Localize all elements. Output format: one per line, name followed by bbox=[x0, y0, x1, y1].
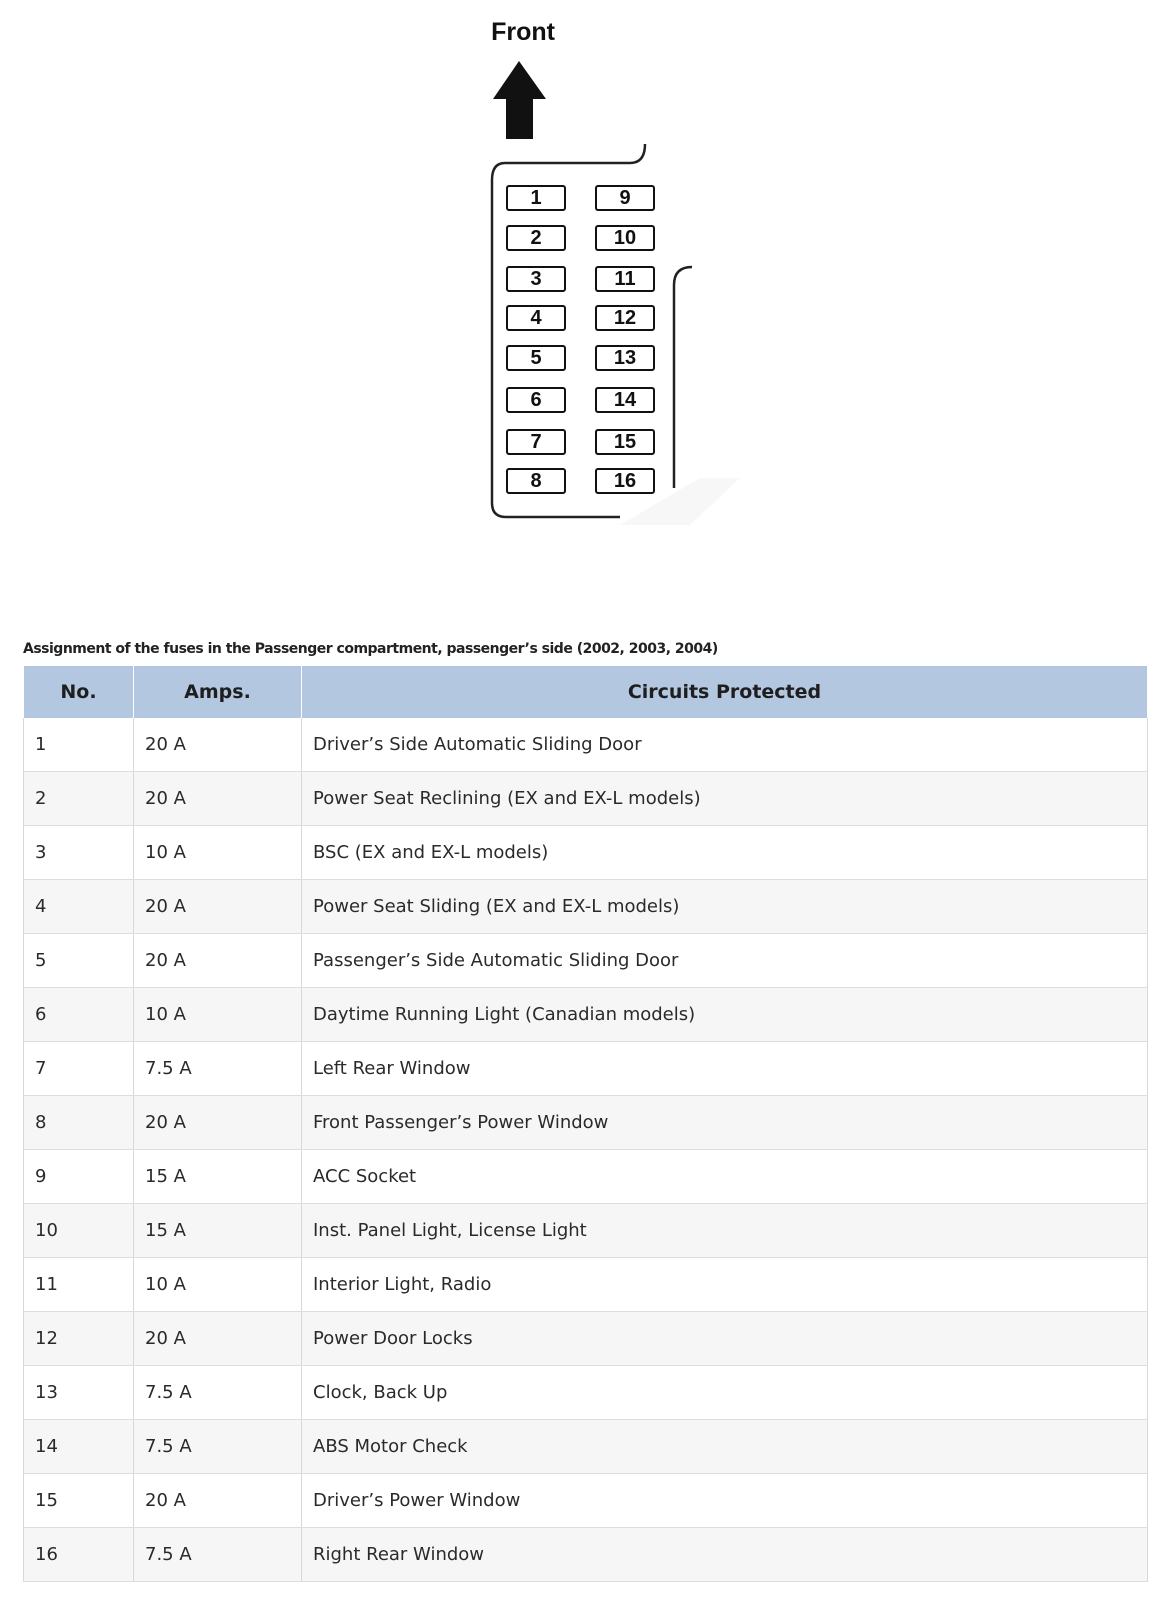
header-no: No. bbox=[24, 666, 134, 718]
table-row bbox=[24, 718, 1148, 772]
cell-no: 12 bbox=[24, 1312, 134, 1366]
fuse-slot-9: 9 bbox=[595, 185, 655, 211]
cell-circuit: ACC Socket bbox=[302, 1150, 1148, 1204]
cell-circuit: ABS Motor Check bbox=[302, 1420, 1148, 1474]
fuse-box-diagram bbox=[0, 0, 1167, 560]
header-circuits: Circuits Protected bbox=[302, 666, 1148, 718]
table-row bbox=[24, 1042, 1148, 1096]
cell-no: 15 bbox=[24, 1474, 134, 1528]
cell-amps: 20 A bbox=[134, 1096, 302, 1150]
cell-no: 6 bbox=[24, 988, 134, 1042]
cell-no: 14 bbox=[24, 1420, 134, 1474]
cell-amps: 10 A bbox=[134, 988, 302, 1042]
table-row bbox=[24, 1258, 1148, 1312]
fuse-slot-7: 7 bbox=[506, 429, 566, 455]
table-row bbox=[24, 1474, 1148, 1528]
table-row bbox=[24, 1420, 1148, 1474]
table-header-row bbox=[24, 666, 1148, 718]
cell-amps: 20 A bbox=[134, 880, 302, 934]
cell-no: 13 bbox=[24, 1366, 134, 1420]
cell-circuit: BSC (EX and EX-L models) bbox=[302, 826, 1148, 880]
fuse-slot-1: 1 bbox=[506, 185, 566, 211]
cell-circuit: Power Door Locks bbox=[302, 1312, 1148, 1366]
right-bracket bbox=[674, 267, 692, 488]
table-row bbox=[24, 826, 1148, 880]
cell-circuit: Daytime Running Light (Canadian models) bbox=[302, 988, 1148, 1042]
cell-circuit: Left Rear Window bbox=[302, 1042, 1148, 1096]
fuse-slot-3: 3 bbox=[506, 266, 566, 292]
cell-no: 10 bbox=[24, 1204, 134, 1258]
cell-circuit: Driver’s Side Automatic Sliding Door bbox=[302, 718, 1148, 772]
cell-no: 4 bbox=[24, 880, 134, 934]
cell-amps: 10 A bbox=[134, 1258, 302, 1312]
cell-circuit: Right Rear Window bbox=[302, 1528, 1148, 1582]
cell-amps: 7.5 A bbox=[134, 1420, 302, 1474]
cell-circuit: Passenger’s Side Automatic Sliding Door bbox=[302, 934, 1148, 988]
fuse-slot-15: 15 bbox=[595, 429, 655, 455]
cell-no: 16 bbox=[24, 1528, 134, 1582]
fuse-slot-14: 14 bbox=[595, 387, 655, 413]
cell-amps: 7.5 A bbox=[134, 1366, 302, 1420]
table-caption: Assignment of the fuses in the Passenger compartment, passenger’s side (2002, 2003, 2004) bbox=[23, 641, 718, 657]
fuse-slot-16: 16 bbox=[595, 468, 655, 494]
cell-circuit: Driver’s Power Window bbox=[302, 1474, 1148, 1528]
fuse-slot-2: 2 bbox=[506, 225, 566, 251]
table-row bbox=[24, 1096, 1148, 1150]
cell-amps: 20 A bbox=[134, 1312, 302, 1366]
fuse-assignment-table bbox=[23, 666, 1148, 1582]
cell-amps: 20 A bbox=[134, 1474, 302, 1528]
cell-no: 1 bbox=[24, 718, 134, 772]
table-row bbox=[24, 1150, 1148, 1204]
fuse-slot-11: 11 bbox=[595, 266, 655, 292]
table-row bbox=[24, 934, 1148, 988]
header-amps: Amps. bbox=[134, 666, 302, 718]
table-row bbox=[24, 1312, 1148, 1366]
cell-amps: 20 A bbox=[134, 718, 302, 772]
table-body bbox=[24, 718, 1148, 1582]
cell-amps: 20 A bbox=[134, 772, 302, 826]
table-row bbox=[24, 1528, 1148, 1582]
cell-circuit: Clock, Back Up bbox=[302, 1366, 1148, 1420]
cell-amps: 7.5 A bbox=[134, 1528, 302, 1582]
cell-no: 2 bbox=[24, 772, 134, 826]
cell-no: 11 bbox=[24, 1258, 134, 1312]
table-row bbox=[24, 880, 1148, 934]
cell-amps: 15 A bbox=[134, 1204, 302, 1258]
cell-circuit: Inst. Panel Light, License Light bbox=[302, 1204, 1148, 1258]
cell-circuit: Power Seat Reclining (EX and EX-L models) bbox=[302, 772, 1148, 826]
table-row bbox=[24, 988, 1148, 1042]
fuse-slot-5: 5 bbox=[506, 345, 566, 371]
table-row bbox=[24, 1366, 1148, 1420]
cell-circuit: Interior Light, Radio bbox=[302, 1258, 1148, 1312]
cell-amps: 10 A bbox=[134, 826, 302, 880]
table-row bbox=[24, 772, 1148, 826]
cell-no: 7 bbox=[24, 1042, 134, 1096]
cell-no: 9 bbox=[24, 1150, 134, 1204]
cell-amps: 15 A bbox=[134, 1150, 302, 1204]
fuse-box-outline bbox=[0, 0, 1167, 560]
cell-circuit: Power Seat Sliding (EX and EX-L models) bbox=[302, 880, 1148, 934]
cell-circuit: Front Passenger’s Power Window bbox=[302, 1096, 1148, 1150]
fuse-slot-8: 8 bbox=[506, 468, 566, 494]
cell-no: 8 bbox=[24, 1096, 134, 1150]
cell-amps: 7.5 A bbox=[134, 1042, 302, 1096]
front-arrow-icon bbox=[493, 61, 546, 139]
cell-no: 5 bbox=[24, 934, 134, 988]
fuse-slot-6: 6 bbox=[506, 387, 566, 413]
table-row bbox=[24, 1204, 1148, 1258]
front-label: Front bbox=[491, 18, 555, 46]
fuse-slot-13: 13 bbox=[595, 345, 655, 371]
cell-amps: 20 A bbox=[134, 934, 302, 988]
fuse-slot-4: 4 bbox=[506, 305, 566, 331]
fuse-slot-12: 12 bbox=[595, 305, 655, 331]
cell-no: 3 bbox=[24, 826, 134, 880]
fuse-slot-10: 10 bbox=[595, 225, 655, 251]
